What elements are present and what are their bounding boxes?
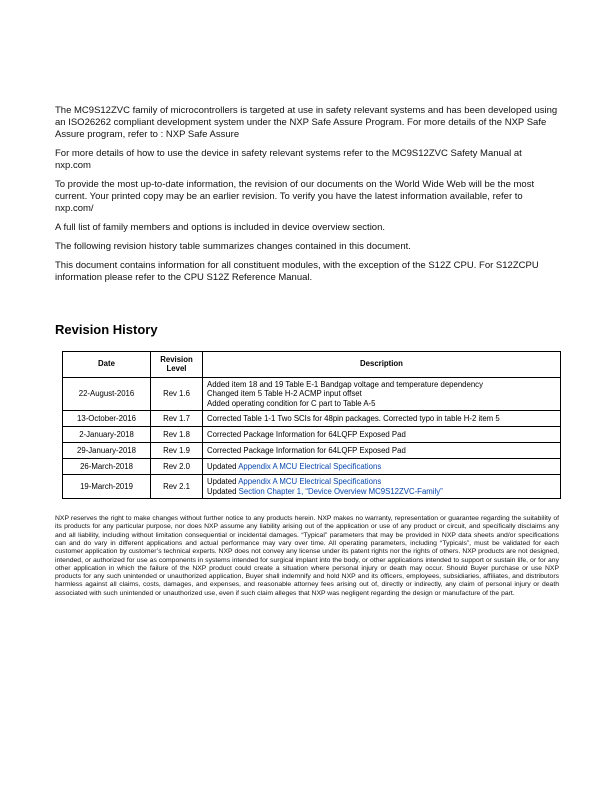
description-line [207,462,556,472]
revision-level-cell: Rev 2.1 [151,475,203,499]
paragraph-family-list: A full list of family members and options is included in device overview section. [55,221,386,233]
intro-text-block [55,105,559,284]
revision-level-cell: Rev 1.6 [151,377,203,411]
cross-reference-link[interactable]: Appendix A MCU Electrical Specifications [238,477,382,487]
revision-history-heading: Revision History [55,321,158,337]
table-header [63,351,561,377]
description-text: Corrected Package Information for 64LQFP Exposed Pad [207,445,406,455]
paragraph-safety-manual: For more details of how to use the device in safety relevant systems refer to the MC9S12ZVC Safety Manual at nxp.com [55,147,522,171]
revision-level-cell: Rev 1.8 [151,427,203,443]
header-description: Description [203,351,561,377]
description-text: Changed item 5 Table H-2 ACMP input offset [207,389,362,399]
revision-level-cell: Rev 1.9 [151,443,203,459]
header-date: Date [63,351,151,377]
revision-date-cell: 26-March-2018 [63,459,151,475]
paragraph-safe-assure: The MC9S12ZVC family of microcontrollers is targeted at use in safety relevant systems and has been developed using an ISO26262 compliant development system under the NXP Safe Assure Program. For more details of the NXP Safe Assure program, refer to : NXP Safe Assure [55,105,558,140]
table-row [63,427,561,443]
revision-date-cell: 29-January-2018 [63,443,151,459]
paragraph-up-to-date-info: To provide the most up-to-date information, the revision of our documents on the World Wide Web will be the most current. Your printed copy may be an earlier revision. To verify you have the latest information available, refer to nxp.com/ [55,178,535,214]
table-row [63,475,561,499]
description-text: Updated [207,477,239,487]
description-line [207,430,556,440]
table-row [63,443,561,459]
revision-table-body [63,377,561,499]
description-text: Updated [207,461,239,471]
table-row [63,377,561,411]
table-row [63,459,561,475]
description-text: Updated [207,486,239,496]
description-line [207,380,556,390]
revision-description-cell [203,475,561,499]
revision-level-cell: Rev 2.0 [151,459,203,475]
description-line [207,477,556,487]
cross-reference-link[interactable]: Appendix A MCU Electrical Specifications [238,461,382,471]
revision-date-cell: 2-January-2018 [63,427,151,443]
revision-description-cell [203,443,561,459]
revision-date-cell: 13-October-2016 [63,411,151,427]
description-line [207,446,556,456]
revision-description-cell [203,377,561,411]
description-text: Corrected Table 1-1 Two SCIs for 48pin packages. Corrected typo in table H-2 item 5 [207,413,500,423]
cross-reference-link[interactable]: Section Chapter 1, “Device Overview MC9S12ZVC-Family” [238,486,443,496]
paragraph-constituent-modules: This document contains information for all constituent modules, with the exception of the S12Z CPU. For S12ZCPU information please refer to the CPU S12Z Reference Manual. [55,259,539,283]
description-line [207,389,556,399]
table-header-row [63,351,561,377]
table-row [63,411,561,427]
revision-description-cell [203,411,561,427]
description-text: Added item 18 and 19 Table E-1 Bandgap voltage and temperature dependency [207,379,483,389]
revision-description-cell [203,427,561,443]
description-text: Corrected Package Information for 64LQFP Exposed Pad [207,429,406,439]
revision-level-cell: Rev 1.7 [151,411,203,427]
description-line [207,414,556,424]
revision-date-cell: 19-March-2019 [63,475,151,499]
legal-disclaimer: NXP reserves the right to make changes without further notice to any products herein. NXP makes no warranty, representation or guarantee regarding the suitability of its products for any particular purpose, nor does NXP assume any liability arising out of the application or use of any product or circuit, and specifically disclaims any and all liability, including without limitation consequential or incidental damages. “Typical” parameters that may be provided in NXP data sheets and/or specifications can and do vary in different applications and actual performance may vary over time. All operating parameters, including “Typicals”, must be validated for each customer application by customer’s technical experts. NXP does not convey any license under its patent rights nor the rights of others. NXP products are not designed, intended, or authorized for use as components in systems intended for surgical implant into the body, or other applications intended to support or sustain life, or for any other application in which the failure of the NXP product could create a situation where personal injury or death may occur. Should Buyer purchase or use NXP products for any such unintended or unauthorized application, Buyer shall indemnify and hold NXP and its officers, employees, subsidiaries, affiliates, and distributors harmless against all claims, costs, damages, and expenses, and reasonable attorney fees arising out of, directly or indirectly, any claim of personal injury or death associated with such unintended or unauthorized use, even if such claim alleges that NXP was negligent regarding the design or manufacture of the part. [55,515,559,597]
description-text: Added operating condition for C part to Table A-5 [207,398,376,408]
revision-history-table [62,351,561,500]
revision-date-cell: 22-August-2016 [63,377,151,411]
revision-description-cell [203,459,561,475]
paragraph-revision-summary: The following revision history table summarizes changes contained in this document. [55,240,411,252]
description-line [207,399,556,409]
description-line [207,487,556,497]
header-revision-level: Revision Level [151,351,203,377]
